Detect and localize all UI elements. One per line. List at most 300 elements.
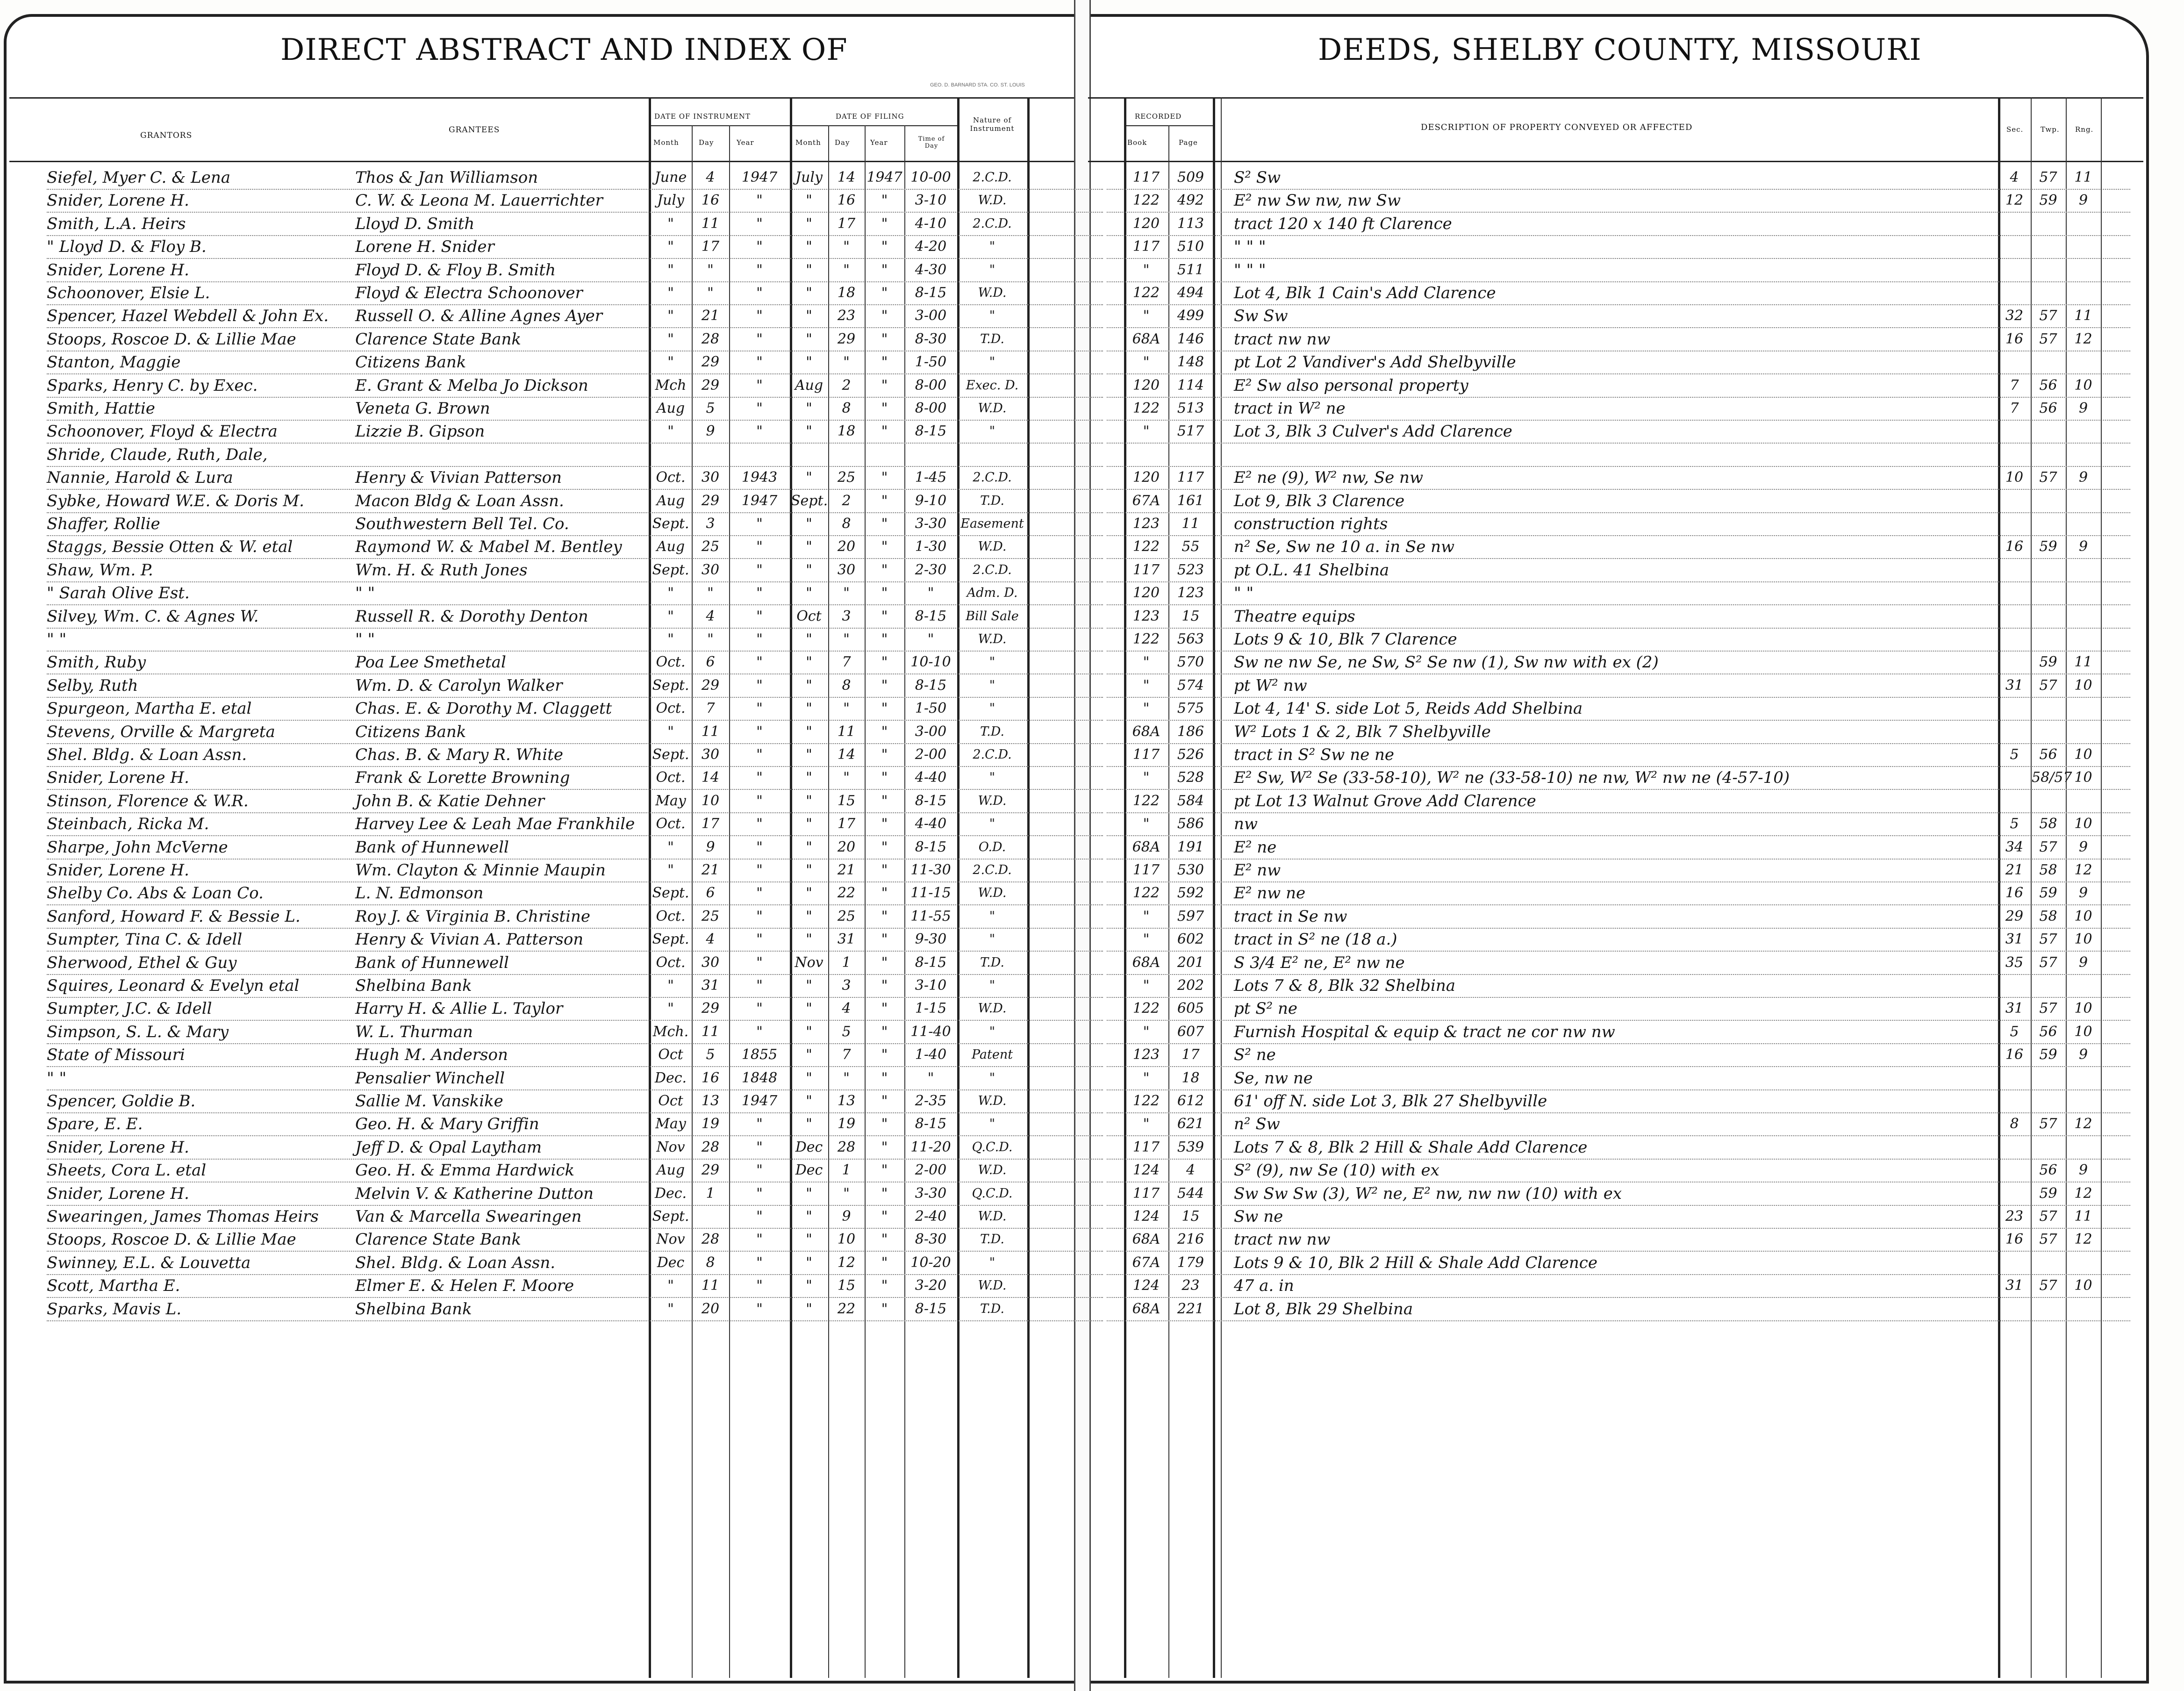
- twp-cell: 57: [2039, 469, 2057, 486]
- time-cell: ": [927, 1069, 934, 1086]
- grantee-cell: Thos & Jan Williamson: [355, 168, 538, 187]
- page-cell: 146: [1177, 330, 1204, 347]
- nature-cell: ": [989, 1255, 995, 1270]
- ledger-row: [0, 697, 2184, 720]
- header-book: Book: [1127, 138, 1147, 147]
- filing-year-cell: ": [881, 1116, 888, 1132]
- instrument-day-cell: 8: [706, 1254, 715, 1271]
- instrument-day-cell: 25: [701, 908, 720, 924]
- filing-month-cell: ": [806, 1277, 812, 1294]
- grantee-cell: Wm. D. & Carolyn Walker: [355, 676, 563, 695]
- instrument-day-cell: 21: [701, 308, 720, 324]
- filing-year-cell: ": [881, 1139, 888, 1155]
- sec-cell: 35: [2005, 954, 2024, 971]
- page-cell: 148: [1177, 354, 1204, 371]
- filing-month-cell: ": [806, 1069, 812, 1086]
- instrument-year-cell: ": [756, 816, 763, 832]
- grantor-cell: Sumpter, Tina C. & Idell: [47, 930, 243, 949]
- ledger-row: [0, 790, 2184, 813]
- time-cell: 2-40: [915, 1208, 947, 1225]
- sec-cell: 31: [2005, 1000, 2024, 1017]
- book-cell: 120: [1132, 585, 1160, 602]
- description-cell: Lots 9 & 10, Blk 7 Clarence: [1234, 630, 1457, 649]
- book-cell: 122: [1132, 400, 1160, 416]
- grantor-cell: " Sarah Olive Est.: [47, 584, 190, 603]
- filing-year-cell: ": [881, 1093, 888, 1109]
- instrument-day-cell: 5: [706, 400, 715, 416]
- book-cell: ": [1143, 977, 1150, 994]
- filing-month-cell: ": [806, 838, 812, 855]
- instrument-year-cell: ": [756, 538, 763, 555]
- twp-cell: 59: [2039, 1046, 2057, 1063]
- instrument-year-cell: ": [756, 308, 763, 324]
- instrument-month-cell: ": [667, 977, 674, 994]
- instrument-year-cell: 1848: [741, 1069, 778, 1086]
- filing-day-cell: 18: [837, 285, 856, 301]
- grantor-cell: Shride, Claude, Ruth, Dale,: [47, 445, 268, 464]
- book-cell: 68A: [1132, 330, 1160, 347]
- book-cell: 117: [1132, 1185, 1160, 1202]
- filing-day-cell: 20: [837, 838, 856, 855]
- grantor-cell: Spencer, Hazel Webdell & John Ex.: [47, 307, 329, 326]
- filing-month-cell: ": [806, 261, 812, 278]
- grantor-cell: Shel. Bldg. & Loan Assn.: [47, 745, 247, 764]
- time-cell: 8-15: [915, 423, 947, 440]
- time-cell: 2-30: [915, 561, 947, 578]
- rng-cell: 12: [2074, 862, 2092, 878]
- ledger-row: [0, 767, 2184, 789]
- filing-year-cell: ": [881, 285, 888, 301]
- grantor-cell: Smith, Ruby: [47, 653, 146, 672]
- grantor-cell: Stinson, Florence & W.R.: [47, 791, 249, 810]
- book-cell: 124: [1132, 1208, 1160, 1225]
- time-cell: 4-40: [915, 816, 947, 832]
- filing-day-cell: 17: [837, 816, 856, 832]
- instrument-year-cell: ": [756, 1254, 763, 1271]
- header-rule-right: [1088, 97, 2143, 99]
- filing-month-cell: ": [806, 330, 812, 347]
- nature-cell: ": [989, 655, 995, 670]
- nature-cell: T.D.: [980, 1232, 1004, 1247]
- description-cell: " ": [1234, 584, 1254, 603]
- time-cell: 8-00: [915, 377, 947, 394]
- grantee-cell: Lloyd D. Smith: [355, 214, 475, 233]
- time-cell: 2-00: [915, 746, 947, 763]
- header-twp: Twp.: [2041, 125, 2060, 134]
- nature-cell: ": [989, 1117, 995, 1132]
- book-cell: ": [1143, 1069, 1150, 1086]
- instrument-day-cell: 30: [701, 746, 720, 763]
- filing-month-cell: ": [806, 654, 812, 671]
- nature-cell: ": [989, 817, 995, 831]
- description-cell: n² Sw: [1234, 1115, 1280, 1134]
- instrument-day-cell: 11: [701, 215, 720, 232]
- book-cell: 68A: [1132, 1300, 1160, 1317]
- filing-month-cell: ": [806, 538, 812, 555]
- description-cell: E² ne (9), W² nw, Se nw: [1234, 468, 1424, 487]
- sec-cell: 31: [2005, 677, 2024, 694]
- twp-cell: 57: [2039, 169, 2057, 186]
- description-cell: Sw Sw Sw (3), W² ne, E² nw, nw nw (10) with ex: [1234, 1184, 1622, 1203]
- page-cell: 201: [1177, 954, 1204, 971]
- page-cell: 563: [1177, 631, 1204, 647]
- time-cell: 11-15: [910, 885, 951, 902]
- description-cell: S 3/4 E² ne, E² nw ne: [1234, 953, 1405, 972]
- grantor-cell: Schoonover, Floyd & Electra: [47, 422, 278, 441]
- time-cell: 10-20: [910, 1254, 951, 1271]
- rng-cell: 11: [2074, 654, 2092, 671]
- twp-cell: 59: [2039, 538, 2057, 555]
- instrument-year-cell: ": [756, 1208, 763, 1225]
- grantee-cell: C. W. & Leona M. Lauerrichter: [355, 191, 603, 210]
- instrument-year-cell: 1855: [741, 1046, 778, 1063]
- sec-cell: 16: [2005, 1231, 2024, 1248]
- filing-month-cell: ": [806, 977, 812, 994]
- sec-cell: 16: [2005, 538, 2024, 555]
- instrument-day-cell: 14: [701, 769, 720, 786]
- filing-year-cell: ": [881, 354, 888, 371]
- nature-cell: T.D.: [980, 955, 1004, 970]
- twp-cell: 56: [2039, 400, 2057, 416]
- nature-cell: W.D.: [978, 793, 1007, 808]
- page-cell: 494: [1177, 285, 1204, 301]
- instrument-month-cell: Oct.: [656, 908, 686, 924]
- page-cell: 216: [1177, 1231, 1204, 1248]
- grantor-cell: Staggs, Bessie Otten & W. etal: [47, 537, 293, 557]
- book-cell: 67A: [1132, 492, 1160, 509]
- description-cell: nw: [1234, 815, 1258, 834]
- sec-cell: 31: [2005, 931, 2024, 948]
- instrument-day-cell: 9: [706, 838, 715, 855]
- filing-day-cell: 7: [842, 654, 851, 671]
- twp-cell: 57: [2039, 1000, 2057, 1017]
- nature-cell: Exec. D.: [966, 378, 1019, 393]
- instrument-year-cell: 1947: [741, 1093, 778, 1109]
- date-subhead-rule-a: [649, 125, 790, 126]
- time-cell: 8-00: [915, 400, 947, 416]
- book-cell: 122: [1132, 1093, 1160, 1109]
- description-cell: Lots 9 & 10, Blk 2 Hill & Shale Add Clarence: [1234, 1253, 1597, 1272]
- filing-year-cell: ": [881, 1023, 888, 1040]
- sec-cell: 5: [2010, 816, 2019, 832]
- nature-cell: ": [989, 701, 995, 716]
- filing-day-cell: 3: [842, 608, 851, 624]
- nature-cell: ": [989, 239, 995, 254]
- instrument-year-cell: ": [756, 215, 763, 232]
- ledger-row: [0, 1182, 2184, 1205]
- rng-cell: 10: [2074, 377, 2092, 394]
- book-cell: ": [1143, 261, 1150, 278]
- time-cell: 3-20: [915, 1277, 947, 1294]
- book-cell: ": [1143, 423, 1150, 440]
- grantor-cell: Stanton, Maggie: [47, 353, 181, 372]
- instrument-year-cell: ": [756, 792, 763, 809]
- twp-cell: 57: [2039, 1116, 2057, 1132]
- instrument-year-cell: ": [756, 885, 763, 902]
- filing-year-cell: ": [881, 838, 888, 855]
- ledger-row: [0, 1021, 2184, 1044]
- description-cell: pt S² ne: [1234, 999, 1297, 1018]
- filing-month-cell: ": [806, 423, 812, 440]
- ledger-row: [0, 1113, 2184, 1136]
- rng-cell: 10: [2074, 769, 2092, 786]
- time-cell: 1-40: [915, 1046, 947, 1063]
- book-cell: 123: [1132, 516, 1160, 532]
- header-page: Page: [1179, 138, 1198, 147]
- nature-cell: W.D.: [978, 193, 1007, 208]
- sec-cell: 34: [2005, 838, 2024, 855]
- nature-cell: ": [989, 1024, 995, 1039]
- description-cell: Sw ne: [1234, 1207, 1283, 1226]
- rng-cell: 9: [2078, 885, 2088, 902]
- column-head-rule-right: [1088, 161, 2143, 162]
- rng-cell: 12: [2074, 1116, 2092, 1132]
- filing-day-cell: 2: [842, 492, 851, 509]
- rng-cell: 10: [2074, 931, 2092, 948]
- instrument-day-cell: 3: [706, 516, 715, 532]
- instrument-day-cell: 16: [701, 1069, 720, 1086]
- description-cell: tract in S² ne (18 a.): [1234, 930, 1397, 949]
- time-cell: 3-10: [915, 192, 947, 209]
- grantor-cell: Nannie, Harold & Lura: [47, 468, 233, 487]
- instrument-day-cell: 11: [701, 1277, 720, 1294]
- filing-month-cell: ": [806, 308, 812, 324]
- ledger-row: [0, 651, 2184, 674]
- twp-cell: 59: [2039, 654, 2057, 671]
- header-rule-left: [9, 97, 1074, 99]
- time-cell: 8-15: [915, 1116, 947, 1132]
- nature-cell: ": [989, 1070, 995, 1085]
- instrument-month-cell: Aug: [656, 1162, 685, 1179]
- filing-year-cell: ": [881, 1046, 888, 1063]
- book-cell: ": [1143, 700, 1150, 717]
- book-cell: 117: [1132, 169, 1160, 186]
- grantee-cell: Chas. B. & Mary R. White: [355, 745, 563, 764]
- instrument-month-cell: Oct.: [656, 954, 686, 971]
- time-cell: 4-40: [915, 769, 947, 786]
- grantee-cell: Jeff D. & Opal Laytham: [355, 1138, 542, 1157]
- book-cell: 122: [1132, 792, 1160, 809]
- filing-year-cell: ": [881, 585, 888, 602]
- grantee-cell: Geo. H. & Emma Hardwick: [355, 1161, 575, 1180]
- page-cell: 539: [1177, 1139, 1204, 1155]
- filing-year-cell: ": [881, 1300, 888, 1317]
- nature-cell: T.D.: [980, 724, 1004, 739]
- instrument-month-cell: Sept.: [652, 746, 689, 763]
- instrument-day-cell: 20: [701, 1300, 720, 1317]
- filing-day-cell: 25: [837, 908, 856, 924]
- filing-month-cell: ": [806, 215, 812, 232]
- grantor-cell: Spencer, Goldie B.: [47, 1092, 196, 1111]
- instrument-day-cell: 28: [701, 1139, 720, 1155]
- grantee-cell: Hugh M. Anderson: [355, 1046, 508, 1065]
- instrument-day-cell: 29: [701, 354, 720, 371]
- filing-day-cell: 12: [837, 1254, 856, 1271]
- nature-cell: Easement: [960, 516, 1024, 531]
- instrument-year-cell: ": [756, 1162, 763, 1179]
- filing-year-cell: ": [881, 792, 888, 809]
- time-cell: 8-30: [915, 1231, 947, 1248]
- instrument-day-cell: 29: [701, 1162, 720, 1179]
- twp-cell: 56: [2039, 1162, 2057, 1179]
- instrument-day-cell: 30: [701, 469, 720, 486]
- filing-day-cell: ": [843, 261, 850, 278]
- ledger-row: [0, 490, 2184, 513]
- twp-cell: 57: [2039, 308, 2057, 324]
- filing-year-cell: ": [881, 746, 888, 763]
- time-cell: 8-30: [915, 330, 947, 347]
- page-cell: 523: [1177, 561, 1204, 578]
- time-cell: 8-15: [915, 677, 947, 694]
- grantee-cell: Clarence State Bank: [355, 1230, 521, 1249]
- description-cell: pt Lot 2 Vandiver's Add Shelbyville: [1234, 353, 1516, 372]
- page-cell: 492: [1177, 192, 1204, 209]
- instrument-month-cell: Mch: [655, 377, 687, 394]
- filing-month-cell: ": [806, 192, 812, 209]
- rng-cell: 10: [2074, 908, 2092, 924]
- filing-day-cell: 8: [842, 400, 851, 416]
- grantor-cell: Sheets, Cora L. etal: [47, 1161, 207, 1180]
- description-cell: Lots 7 & 8, Blk 32 Shelbina: [1234, 976, 1456, 995]
- grantee-cell: Sallie M. Vanskike: [355, 1092, 503, 1111]
- sec-cell: 23: [2005, 1208, 2024, 1225]
- ledger-row: [0, 928, 2184, 951]
- grantor-cell: Snider, Lorene H.: [47, 861, 189, 880]
- instrument-day-cell: 17: [701, 816, 720, 832]
- page-cell: 179: [1177, 1254, 1204, 1271]
- instrument-month-cell: ": [667, 585, 674, 602]
- header-nature: Nature of Instrument: [970, 116, 1015, 133]
- page-cell: 574: [1177, 677, 1204, 694]
- instrument-month-cell: ": [667, 723, 674, 740]
- filing-month-cell: ": [806, 516, 812, 532]
- instrument-day-cell: 29: [701, 377, 720, 394]
- instrument-year-cell: 1947: [741, 492, 778, 509]
- rng-cell: 11: [2074, 169, 2092, 186]
- filing-month-cell: ": [806, 585, 812, 602]
- filing-day-cell: 28: [837, 1139, 856, 1155]
- header-grantors: GRANTORS: [140, 131, 193, 140]
- filing-day-cell: 29: [837, 330, 856, 347]
- filing-month-cell: ": [806, 1116, 812, 1132]
- instrument-month-cell: Mch.: [652, 1023, 689, 1040]
- ledger-row: [0, 1275, 2184, 1297]
- rng-cell: 9: [2078, 1162, 2088, 1179]
- sec-cell: 16: [2005, 1046, 2024, 1063]
- grantee-cell: Wm. H. & Ruth Jones: [355, 560, 528, 580]
- grantee-cell: Shelbina Bank: [355, 976, 472, 995]
- grantee-cell: Henry & Vivian A. Patterson: [355, 930, 584, 949]
- book-cell: ": [1143, 654, 1150, 671]
- filing-month-cell: ": [806, 931, 812, 948]
- filing-day-cell: 17: [837, 215, 856, 232]
- grantor-cell: Siefel, Myer C. & Lena: [47, 168, 231, 187]
- sec-cell: 16: [2005, 885, 2024, 902]
- filing-year-cell: ": [881, 238, 888, 255]
- book-cell: 68A: [1132, 723, 1160, 740]
- page-cell: 161: [1177, 492, 1204, 509]
- instrument-month-cell: July: [657, 192, 684, 209]
- instrument-month-cell: Oct: [658, 1093, 683, 1109]
- instrument-year-cell: ": [756, 377, 763, 394]
- filing-day-cell: 8: [842, 516, 851, 532]
- description-cell: Lot 9, Blk 3 Clarence: [1234, 491, 1405, 510]
- filing-day-cell: 14: [837, 169, 856, 186]
- nature-cell: ": [989, 770, 995, 785]
- rng-cell: 12: [2074, 1231, 2092, 1248]
- rng-cell: 9: [2078, 192, 2088, 209]
- instrument-month-cell: ": [667, 1300, 674, 1317]
- time-cell: 10-00: [910, 169, 951, 186]
- filing-month-cell: ": [806, 769, 812, 786]
- page-cell: 586: [1177, 816, 1204, 832]
- ledger-row: [0, 236, 2184, 258]
- instrument-year-cell: 1947: [741, 169, 778, 186]
- filing-day-cell: 3: [842, 977, 851, 994]
- instrument-year-cell: ": [756, 1300, 763, 1317]
- filing-day-cell: 23: [837, 308, 856, 324]
- filing-year-cell: ": [881, 330, 888, 347]
- ledger-row: [0, 466, 2184, 489]
- nature-cell: W.D.: [978, 1094, 1007, 1108]
- grantor-cell: Snider, Lorene H.: [47, 1138, 189, 1157]
- book-cell: ": [1143, 816, 1150, 832]
- sec-cell: 8: [2010, 1116, 2019, 1132]
- nature-cell: 2.C.D.: [973, 170, 1012, 185]
- nature-cell: ": [989, 355, 995, 370]
- page-cell: 123: [1177, 585, 1204, 602]
- instrument-year-cell: ": [756, 423, 763, 440]
- nature-cell: Q.C.D.: [972, 1139, 1013, 1154]
- grantee-cell: " ": [355, 630, 375, 649]
- grantor-cell: Scott, Martha E.: [47, 1276, 180, 1296]
- filing-month-cell: ": [806, 631, 812, 647]
- grantor-cell: Snider, Lorene H.: [47, 1184, 189, 1203]
- filing-month-cell: ": [806, 1185, 812, 1202]
- page-cell: 18: [1182, 1069, 1200, 1086]
- filing-month-cell: ": [806, 746, 812, 763]
- rng-cell: 9: [2078, 954, 2088, 971]
- header-grantees: GRANTEES: [449, 125, 500, 135]
- instrument-day-cell: 25: [701, 538, 720, 555]
- instrument-month-cell: Nov: [656, 1139, 685, 1155]
- description-cell: tract in S² Sw ne ne: [1234, 745, 1395, 764]
- instrument-day-cell: 6: [706, 654, 715, 671]
- instrument-month-cell: Oct: [658, 1046, 683, 1063]
- book-cell: 122: [1132, 285, 1160, 301]
- grantee-cell: Shelbina Bank: [355, 1299, 472, 1318]
- filing-year-cell: ": [881, 931, 888, 948]
- filing-day-cell: 31: [837, 931, 856, 948]
- instrument-month-cell: ": [667, 238, 674, 255]
- time-cell: 9-30: [915, 931, 947, 948]
- ledger-row: [0, 1252, 2184, 1275]
- twp-cell: 56: [2039, 746, 2057, 763]
- sec-cell: 10: [2005, 469, 2024, 486]
- instrument-month-cell: ": [667, 285, 674, 301]
- time-cell: 1-50: [915, 354, 947, 371]
- description-cell: tract in Se nw: [1234, 907, 1347, 926]
- description-cell: E² nw Sw nw, nw Sw: [1234, 191, 1401, 210]
- filing-year-cell: ": [881, 677, 888, 694]
- instrument-year-cell: ": [756, 561, 763, 578]
- header-time-of-day: Time of Day: [918, 136, 945, 150]
- page-cell: 221: [1177, 1300, 1204, 1317]
- grantee-cell: W. L. Thurman: [355, 1022, 473, 1041]
- ledger-row: [0, 952, 2184, 974]
- instrument-day-cell: 29: [701, 677, 720, 694]
- nature-cell: W.D.: [978, 1163, 1007, 1178]
